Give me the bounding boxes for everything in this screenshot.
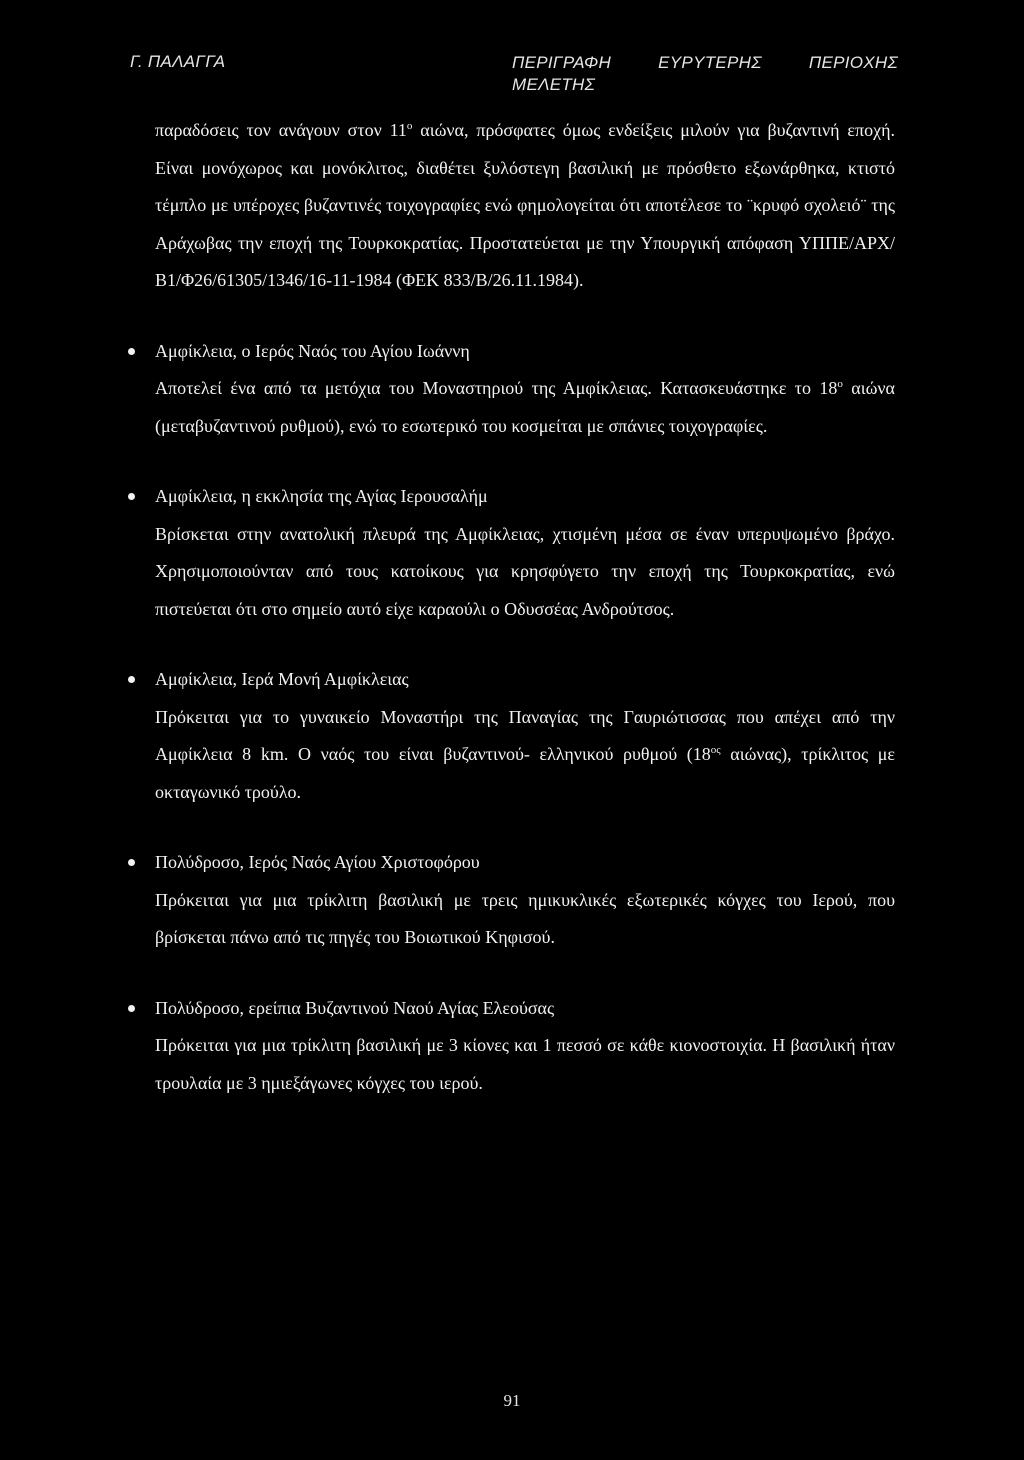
entry-text-part: Πρόκειται για το γυναικείο Μοναστήρι της Παναγίας της Γαυριώτισσας που απέχει από την Αμφίκλεια 8 km. Ο ναός του είναι βυζαντινού- ελληνικού ρυθμού (18 [155,706,895,764]
entry-title [155,990,895,1028]
entry-title-text: Αμφίκλεια, Ιερά Μονή Αμφίκλειας [155,669,409,689]
entry-text-part: Πρόκειται για μια τρίκλιτη βασιλική με 3 κίονες και 1 πεσσό σε κάθε κιονοστοιχία. Η βασιλική ήταν τρουλαία με 3 ημιεξάγωνες κόγχες του ιερού. [155,1035,895,1093]
entry-text [155,370,895,445]
bullet-icon [128,493,135,500]
header-author: Γ. ΠΑΛΑΓΓΑ [130,52,226,71]
bullet-icon [128,348,135,355]
superscript: ο [406,120,413,132]
entry-text [155,1027,895,1102]
entry-text-part: αιώνας), τρίκλιτος με οκταγωνικό τρούλο. [155,744,895,802]
entry-text-part: Αποτελεί ένα από τα μετόχια του Μοναστηριού της Αμφίκλειας. Κατασκευάστηκε το 18 [155,378,838,398]
bullet-icon [128,1005,135,1012]
body-content [155,112,895,1102]
header-section-title [512,52,898,96]
entry-title [155,661,895,699]
entry-title-text: Αμφίκλεια, η εκκλησία της Αγίας Ιερουσαλήμ [155,486,488,506]
page-number: 91 [503,1391,521,1410]
entry-text-part: Βρίσκεται στην ανατολική πλευρά της Αμφίκλειας, χτισμένη μέσα σε έναν υπερυψωμένο βράχο. Χρησιμοποιούνταν από τους κατοίκους για κρησφύγετο την εποχή της Τουρκοκρατίας, ενώ πιστεύεται ότι στο σημείο αυτό είχε καραούλι ο Οδυσσέας Ανδρούτσος. [155,523,895,619]
bullet-icon [128,859,135,866]
intro-text: αιώνα, πρόσφατες όμως ενδείξεις μιλούν για βυζαντινή εποχή. Είναι μονόχωρος και μονόκλιτος, διαθέτει ξυλόστεγη βασιλική με πρόσθετο εξωνάρθηκα, κτιστό τέμπλο με υπέροχες βυζαντινές τοιχογραφίες ενώ φημολογείται ότι αποτέλεσε το ¨κρυφό σχολειό¨ της Αράχωβας την εποχή της Τουρκοκρατίας. Προστατεύεται με την Υπουργική απόφαση ΥΠΠΕ/ΑΡΧ/Β1/Φ26/61305/1346/16-11-1984 (ΦΕΚ 833/Β/26.11.1984). [155,120,895,290]
entry-title [155,844,895,882]
superscript: ος [710,744,721,756]
entry-text-part: Πρόκειται για μια τρίκλιτη βασιλική με τρεις ημικυκλικές εξωτερικές κόγχες του Ιερού, που βρίσκεται πάνω από τις πηγές του Βοιωτικού Κηφισού. [155,889,895,947]
header-word: ΠΕΡΙΟΧΗΣ [808,53,898,72]
entry-title-text: Αμφίκλεια, ο Ιερός Ναός του Αγίου Ιωάννη [155,340,470,361]
bullet-icon [128,676,135,683]
intro-paragraph [155,112,895,300]
entry-text-part: αιώνα (μεταβυζαντινού ρυθμού), ενώ το εσωτερικό του κοσμείται με σπάνιες τοιχογραφίες. [155,378,895,436]
header-word: ΠΕΡΙΓΡΑΦΗ [512,53,612,72]
header-word: ΜΕΛΕΤΗΣ [512,75,596,94]
entry-title [155,333,895,371]
entry-title [155,478,895,516]
header-word: ΕΥΡΥΤΕΡΗΣ [658,53,762,72]
superscript: ο [837,378,843,390]
entry-text [155,882,895,957]
entry-text [155,699,895,812]
entry-title-text: Πολύδροσο, Ιερός Ναός Αγίου Χριστοφόρου [155,852,480,872]
intro-text: παραδόσεις τον ανάγουν στον 11 [155,120,407,140]
entry-text [155,516,895,629]
entry-title-text: Πολύδροσο, ερείπια Βυζαντινού Ναού Αγίας Ελεούσας [155,997,555,1018]
